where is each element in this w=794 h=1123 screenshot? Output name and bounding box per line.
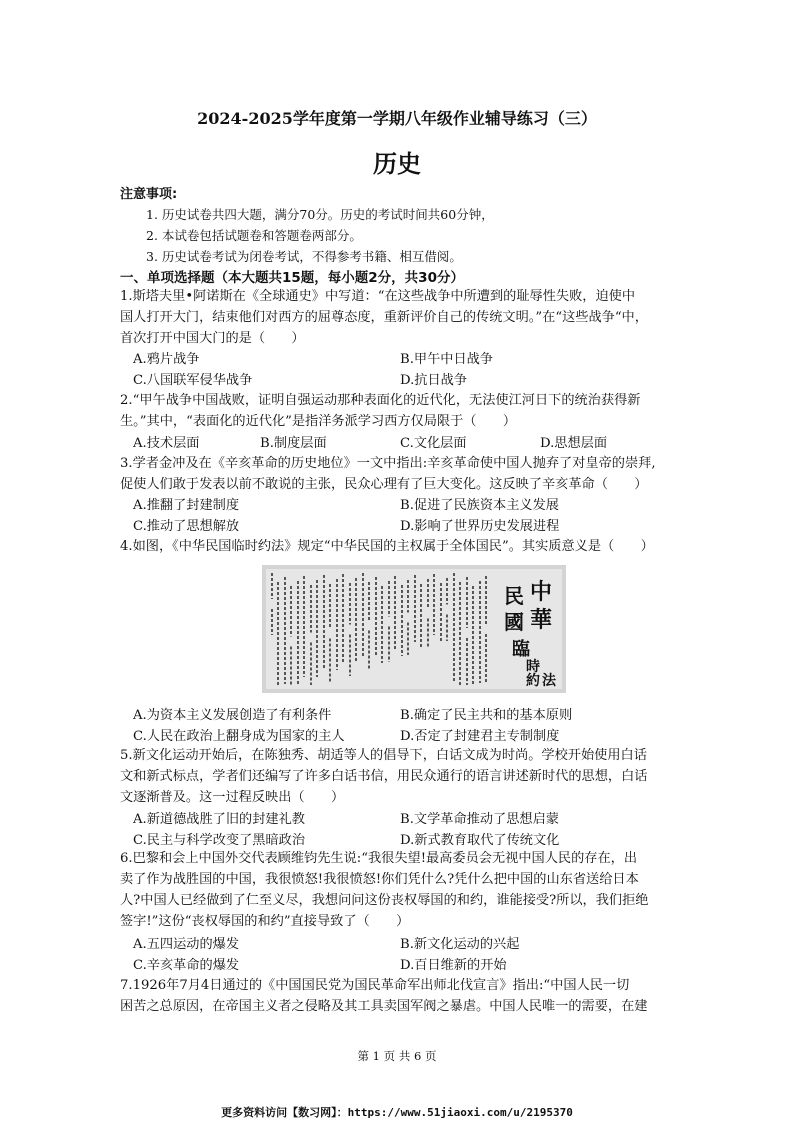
- figure-char: 國: [504, 610, 524, 634]
- notice-item: 2. 本试卷包括试题卷和答题卷两部分。: [146, 228, 362, 243]
- promo-link[interactable]: 更多资料访问【数习网】：https://www.51jiaoxi.com/u/2195370: [221, 1106, 573, 1119]
- subject-title: 历史: [373, 150, 421, 178]
- option-b[interactable]: B.新文化运动的兴起: [400, 937, 520, 952]
- option-d[interactable]: D.影响了世界历史发展进程: [400, 519, 560, 534]
- question-line: 首次打开中国大门的是（ ）: [120, 331, 305, 346]
- option-a[interactable]: A.新道德战胜了旧的封建礼教: [133, 812, 305, 827]
- option-c[interactable]: C.民主与科学改变了黑暗政治: [133, 833, 306, 848]
- option-d[interactable]: D.百日维新的开始: [400, 958, 507, 973]
- question-line: 1.斯塔夫里•阿诺斯在《全球通史》中写道：“在这些战争中所遭到的耻辱性失败，迫使中: [120, 289, 636, 304]
- option-a[interactable]: A.为资本主义发展创造了有利条件: [133, 708, 332, 723]
- figure-char: 臨: [512, 639, 530, 660]
- figure-char: 華: [530, 607, 553, 633]
- option-a[interactable]: A.五四运动的爆发: [133, 937, 240, 952]
- option-b[interactable]: B.确定了民主共和的基本原则: [400, 708, 573, 723]
- question-line: 生。”其中，“表面化的近代化”是指洋务派学习西方仅局限于（ ）: [120, 414, 517, 429]
- question-line: 5.新文化运动开始后，在陈独秀、胡适等人的倡导下，白话文成为时尚。学校开始使用白话: [120, 748, 647, 763]
- question-1: [120, 286, 678, 349]
- question-line: 签字!”这份“丧权辱国的和约”直接导致了（ ）: [120, 914, 410, 929]
- question-2: [120, 390, 678, 432]
- question-5: [120, 745, 678, 808]
- page-number: 第 1 页 共 6 页: [357, 1049, 437, 1063]
- question-7: [120, 975, 678, 1017]
- question-3: [120, 453, 678, 495]
- figure-char: 約: [526, 673, 540, 689]
- question-line: 困苦之总原因，在帝国主义者之侵略及其工具卖国军阀之暴虐。中国人民唯一的需要，在建: [120, 999, 648, 1014]
- document-illustration: [262, 565, 566, 693]
- notice-heading: 注意事项:: [120, 187, 178, 202]
- option-b[interactable]: B.促进了民族资本主义发展: [400, 498, 559, 513]
- option-d[interactable]: D.抗日战争: [400, 373, 468, 388]
- question-6: [120, 848, 678, 932]
- question-line: 促使人们敢于发表以前不敢说的主张，民众心理有了巨大变化。这反映了辛亥革命（ ）: [120, 477, 648, 492]
- figure-char: 中: [530, 579, 553, 605]
- question-line: 2.“甲午战争中国战败，证明自强运动那种表面化的近代化，无法使江河日下的统治获得新: [120, 393, 641, 408]
- question-line: 文逐渐普及。这一过程反映出（ ）: [120, 790, 345, 805]
- constitution-document-image: [262, 565, 566, 693]
- section-heading: 一、单项选择题（本大题共15题，每小题2分，共30分）: [120, 270, 464, 286]
- option-d[interactable]: D.新式教育取代了传统文化: [400, 833, 560, 848]
- option-a[interactable]: A.鸦片战争: [133, 352, 200, 367]
- option-c[interactable]: C.八国联军侵华战争: [133, 373, 253, 388]
- option-d[interactable]: D.否定了封建君主专制制度: [400, 729, 560, 744]
- option-d[interactable]: D.思想层面: [540, 436, 608, 451]
- question-line: 国人打开大门，结束他们对西方的屈尊态度，重新评价自己的传统文明。”在“这些战争“中，: [120, 310, 648, 325]
- option-b[interactable]: B.制度层面: [260, 436, 327, 451]
- notice-item: 1. 历史试卷共四大题，满分70分。历史的考试时间共60分钟，: [146, 207, 494, 222]
- exam-title: 2024-2025学年度第一学期八年级作业辅导练习（三）: [197, 109, 597, 128]
- option-c[interactable]: C.辛亥革命的爆发: [133, 958, 240, 973]
- question-line: 6.巴黎和会上中国外交代表顾维钧先生说:“我很失望!最高委员会无视中国人民的存在，出: [120, 851, 638, 866]
- question-line: 人?中国人已经做到了仁至义尽，我想问问这份丧权辱国的和约，谁能接受?所以，我们拒绝: [120, 893, 649, 908]
- question-4: [120, 536, 678, 557]
- question-line: 文和新式标点，学者们还编写了许多白话书信，用民众通行的语言讲述新时代的思想，白话: [120, 769, 648, 784]
- notice-item: 3. 历史试卷考试为闭卷考试，不得参考书籍、相互借阅。: [146, 249, 462, 264]
- option-c[interactable]: C.人民在政治上翻身成为国家的主人: [133, 729, 345, 744]
- question-line: 4.如图，《中华民国临时约法》规定“中华民国的主权属于全体国民”。其实质意义是（ ）: [120, 539, 654, 554]
- figure-char: 時: [526, 659, 540, 675]
- question-line: 7.1926年7月4日通过的《中国国民党为国民革命军出师北伐宣言》指出:“中国人民一切: [120, 978, 630, 993]
- option-c[interactable]: C.文化层面: [400, 436, 467, 451]
- question-line: 3.学者金冲及在《辛亥革命的历史地位》一文中指出:辛亥革命使中国人抛弃了对皇帝的崇拜,: [120, 456, 656, 471]
- figure-char: 民: [504, 584, 524, 608]
- option-a[interactable]: A.推翻了封建制度: [133, 498, 240, 513]
- option-c[interactable]: C.推动了思想解放: [133, 519, 240, 534]
- option-a[interactable]: A.技术层面: [133, 436, 200, 451]
- option-b[interactable]: B.甲午中日战争: [400, 352, 494, 367]
- question-line: 卖了作为战胜国的中国，我很愤怒!我很愤怒!你们凭什么?凭什么把中国的山东省送给日本: [120, 872, 639, 887]
- option-b[interactable]: B.文学革命推动了思想启蒙: [400, 812, 559, 827]
- figure-char: 法: [542, 673, 556, 689]
